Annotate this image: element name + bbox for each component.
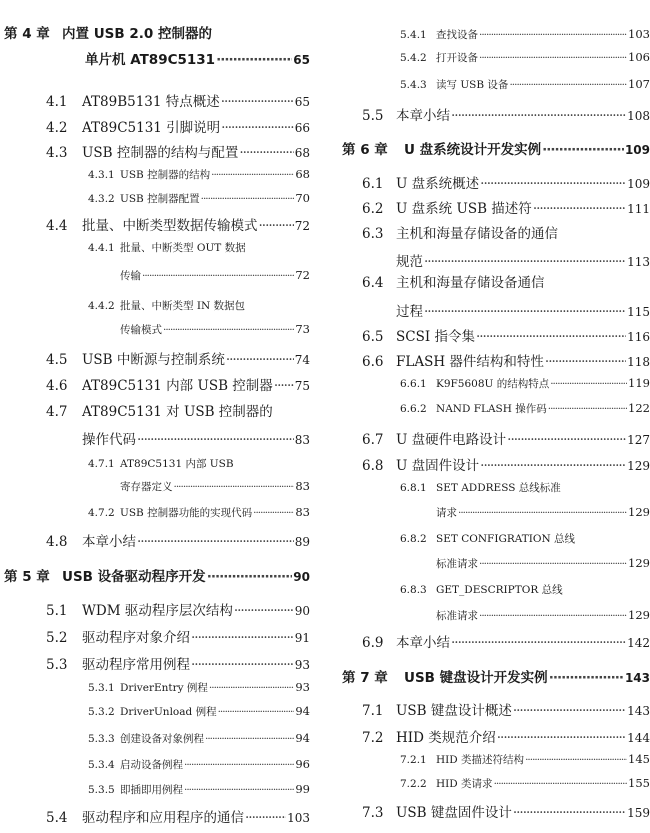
toc-page-number: 74 [294,353,310,367]
toc-page-number: 90 [294,604,310,618]
toc-page-number: 116 [627,330,650,344]
toc-page-number: 142 [627,636,650,650]
toc-number: 4.7 [46,404,68,420]
toc-title: 过程 [396,304,423,320]
toc-number: 5.2 [46,630,68,646]
toc-title: SET ADDRESS 总线标准 [436,482,561,494]
toc-page-number: 107 [628,77,650,91]
toc-number: 4.8 [46,534,68,550]
toc-number: 4.7.1 [88,458,115,470]
toc-page-number: 155 [628,776,650,790]
toc-number: 5.3.1 [88,682,115,694]
toc-leader-dots [221,94,294,110]
toc-leader-dots [184,784,294,796]
toc-leader-dots [424,254,626,270]
toc-number: 5.3.5 [88,784,115,796]
toc-title: USB 控制器功能的实现代码 [120,507,253,519]
toc-leader-dots [234,603,294,619]
toc-title: HID 类请求 [436,778,493,790]
toc-page-number: 99 [295,782,310,796]
toc-number: 5.3.4 [88,759,115,771]
toc-title: 查找设备 [436,29,478,41]
toc-page-number: 91 [294,631,310,645]
toc-page-number: 93 [294,658,310,672]
toc-title: 驱动程序对象介绍 [82,630,190,646]
toc-page-number: 96 [295,757,310,771]
toc-number: 7.1 [362,703,384,719]
toc-number: 6.6.1 [400,378,427,390]
toc-number: 5.4.3 [400,79,427,91]
toc-page-number: 108 [627,109,650,123]
toc-number: 6.6.2 [400,403,427,415]
toc-leader-dots [458,507,627,519]
toc-number: 6.2 [362,201,384,217]
toc-number: 第 5 章 [4,569,50,585]
toc-number: 5.1 [46,603,68,619]
toc-number: 6.8.1 [400,482,427,494]
toc-title: 打开设备 [436,52,478,64]
toc-title: 标准请求 [436,558,478,570]
toc-title: HID 类描述符结构 [436,754,525,766]
toc-number: 第 4 章 [4,26,50,42]
toc-title: 批量、中断类型数据传输模式 [82,218,258,234]
toc-leader-dots [424,304,626,320]
toc-number: 6.5 [362,329,384,345]
toc-leader-dots [226,352,294,368]
toc-title: NAND FLASH 操作码 [436,403,547,415]
toc-title: 主机和海量存储设备通信 [396,275,545,291]
toc-title: 操作代码 [82,432,136,448]
toc-number: 5.3.2 [88,706,115,718]
toc-title: WDM 驱动程序层次结构 [82,603,233,619]
toc-leader-dots [174,481,295,493]
toc-leader-dots [209,682,294,694]
toc-number: 7.2 [362,730,384,746]
toc-title: 批量、中断类型 OUT 数据 [120,242,246,254]
toc-title: GET_DESCRIPTOR 总线 [436,584,563,596]
toc-page-number: 143 [627,704,650,718]
toc-page-number: 159 [627,806,650,820]
toc-number: 5.4.2 [400,52,427,64]
toc-leader-dots [497,730,626,746]
toc-number: 5.3 [46,657,68,673]
toc-leader-dots [201,193,295,205]
toc-page-number: 65 [294,95,310,109]
toc-leader-dots [545,354,626,370]
toc-number: 5.4 [46,810,68,826]
toc-number: 第 6 章 [342,142,388,158]
toc-title: DriverEntry 例程 [120,682,208,694]
toc-title: HID 类规范介绍 [396,730,496,746]
toc-page-number: 93 [295,680,310,694]
toc-number: 6.8.3 [400,584,427,596]
toc-number: 6.3 [362,226,384,242]
toc-page-number: 109 [624,143,650,157]
toc-number: 6.7 [362,432,384,448]
toc-page-number: 113 [627,255,650,269]
toc-number: 4.5 [46,352,68,368]
toc-title: AT89C5131 对 USB 控制器的 [82,404,273,420]
toc-title: 启动设备例程 [120,759,183,771]
toc-leader-dots [476,329,626,345]
toc-page-number: 115 [627,305,650,319]
toc-leader-dots [513,703,626,719]
toc-number: 4.6 [46,378,68,394]
toc-title: K9F5608U 的结构特点 [436,378,550,390]
toc-number: 4.3 [46,145,68,161]
toc-number: 4.4 [46,218,68,234]
toc-page-number: 72 [294,219,310,233]
toc-page-number: 106 [628,50,650,64]
toc-title: AT89B5131 特点概述 [82,94,220,110]
toc-number: 5.3.3 [88,733,115,745]
toc-page-number: 129 [628,608,650,622]
toc-page-number: 145 [628,752,650,766]
toc-page-number: 68 [294,146,310,160]
toc-number: 4.4.1 [88,242,115,254]
toc-title: U 盘系统 USB 描述符 [396,201,532,217]
toc-number: 7.2.2 [400,778,427,790]
toc-title: 驱动程序常用例程 [82,657,190,673]
toc-page-number: 144 [627,731,650,745]
toc-leader-dots [184,759,294,771]
toc-page-number: 66 [294,121,310,135]
toc-leader-dots [191,657,294,673]
toc-number: 6.4 [362,275,384,291]
toc-page-number: 129 [628,556,650,570]
toc-number: 6.8.2 [400,533,427,545]
toc-leader-dots [480,458,626,474]
toc-page-number: 68 [295,167,310,181]
toc-title: USB 控制器的结构 [120,169,211,181]
toc-title: 传输 [120,270,141,282]
toc-page-number: 129 [628,505,650,519]
toc-leader-dots [245,810,286,826]
toc-title: USB 控制器的结构与配置 [82,145,239,161]
toc-leader-dots [211,169,294,181]
toc-page-number: 103 [287,811,310,825]
toc-title: USB 中断源与控制系统 [82,352,225,368]
toc-title: SET CONFIGRATION 总线 [436,533,576,545]
toc-page-number: 109 [627,177,650,191]
toc-title: U 盘硬件电路设计 [396,432,507,448]
toc-title: 创建设备对象例程 [120,733,204,745]
toc-title: U 盘系统概述 [396,176,480,192]
toc-title: 请求 [436,507,457,519]
toc-title: USB 键盘设计开发实例 [404,670,548,686]
toc-leader-dots [142,270,294,282]
toc-page-number: 65 [293,53,310,67]
toc-title: FLASH 器件结构和特性 [396,354,544,370]
toc-leader-dots [513,805,626,821]
toc-number: 6.1 [362,176,384,192]
toc-leader-dots [137,432,294,448]
toc-page-number: 119 [628,376,650,390]
toc-number: 6.8 [362,458,384,474]
toc-number: 4.2 [46,120,68,136]
toc-leader-dots [480,176,626,192]
toc-leader-dots [137,534,294,550]
toc-leader-dots [205,733,294,745]
toc-number: 6.9 [362,635,384,651]
toc-title: SCSI 指令集 [396,329,475,345]
toc-title: 驱动程序和应用程序的通信 [82,810,244,826]
toc-title: USB 键盘设计概述 [396,703,512,719]
toc-page-number: 111 [627,202,650,216]
toc-page-number: 83 [294,433,310,447]
toc-leader-dots [253,507,294,519]
toc-number: 5.4.1 [400,29,427,41]
toc-leader-dots [542,142,624,158]
toc-number: 6.6 [362,354,384,370]
toc-page-number: 143 [624,671,650,685]
toc-leader-dots [259,218,294,234]
toc-title: 即插即用例程 [120,784,183,796]
toc-leader-dots [451,108,626,124]
toc-page-number: 73 [295,322,310,336]
toc-number: 5.5 [362,108,384,124]
toc-number: 4.3.1 [88,169,115,181]
toc-leader-dots [274,378,294,394]
toc-title: U 盘固件设计 [396,458,480,474]
toc-title: 读写 USB 设备 [436,79,509,91]
toc-number: 4.7.2 [88,507,115,519]
toc-leader-dots [509,79,627,91]
toc-title: USB 键盘固件设计 [396,805,512,821]
toc-number: 7.3 [362,805,384,821]
toc-title: 批量、中断类型 IN 数据包 [120,300,246,312]
toc-page-number: 83 [295,479,310,493]
toc-leader-dots [221,120,294,136]
toc-page-number: 72 [295,268,310,282]
toc-page-number: 103 [628,27,650,41]
toc-page-number: 75 [294,379,310,393]
toc-number: 4.1 [46,94,68,110]
toc-title: 本章小结 [82,534,136,550]
toc-page-number: 94 [295,731,310,745]
toc-leader-dots [548,403,627,415]
toc-title: 主机和海量存储设备的通信 [396,226,558,242]
toc-leader-dots [479,610,627,622]
toc-title: 本章小结 [396,635,450,651]
toc-leader-dots [479,52,627,64]
toc-page-number: 94 [295,704,310,718]
toc-leader-dots [533,201,626,217]
toc-number: 4.3.2 [88,193,115,205]
toc-leader-dots [479,558,627,570]
toc-title: 规范 [396,254,423,270]
toc-leader-dots [207,569,293,585]
toc-leader-dots [479,29,627,41]
toc-page-number: 83 [295,505,310,519]
toc-leader-dots [191,630,294,646]
toc-title: 单片机 AT89C5131 [85,52,216,68]
toc-page-number: 129 [627,459,650,473]
toc-title: 寄存器定义 [120,481,173,493]
toc-leader-dots [239,145,293,161]
toc-page-number: 70 [295,191,310,205]
toc-leader-dots [163,324,294,336]
toc-leader-dots [549,670,624,686]
toc-page-number: 89 [294,535,310,549]
toc-title: AT89C5131 内部 USB [120,458,234,470]
toc-leader-dots [216,52,292,68]
toc-page-number: 118 [627,355,650,369]
toc-title: USB 控制器配置 [120,193,200,205]
toc-title: AT89C5131 引脚说明 [82,120,221,136]
toc-title: USB 设备驱动程序开发 [62,569,206,585]
toc-leader-dots [507,432,626,448]
toc-leader-dots [218,706,295,718]
toc-leader-dots [550,378,627,390]
toc-title: 本章小结 [396,108,450,124]
toc-page-number: 127 [627,433,650,447]
toc-leader-dots [494,778,627,790]
toc-leader-dots [525,754,627,766]
toc-leader-dots [451,635,626,651]
toc-title: AT89C5131 内部 USB 控制器 [82,378,273,394]
toc-number: 7.2.1 [400,754,427,766]
toc-title: U 盘系统设计开发实例 [404,142,542,158]
toc-title: DriverUnload 例程 [120,706,217,718]
toc-title: 内置 USB 2.0 控制器的 [62,26,212,42]
toc-title: 传输模式 [120,324,162,336]
toc-page-number: 122 [628,401,650,415]
toc-number: 4.4.2 [88,300,115,312]
toc-page-number: 90 [293,570,310,584]
toc-title: 标准请求 [436,610,478,622]
toc-number: 第 7 章 [342,670,388,686]
